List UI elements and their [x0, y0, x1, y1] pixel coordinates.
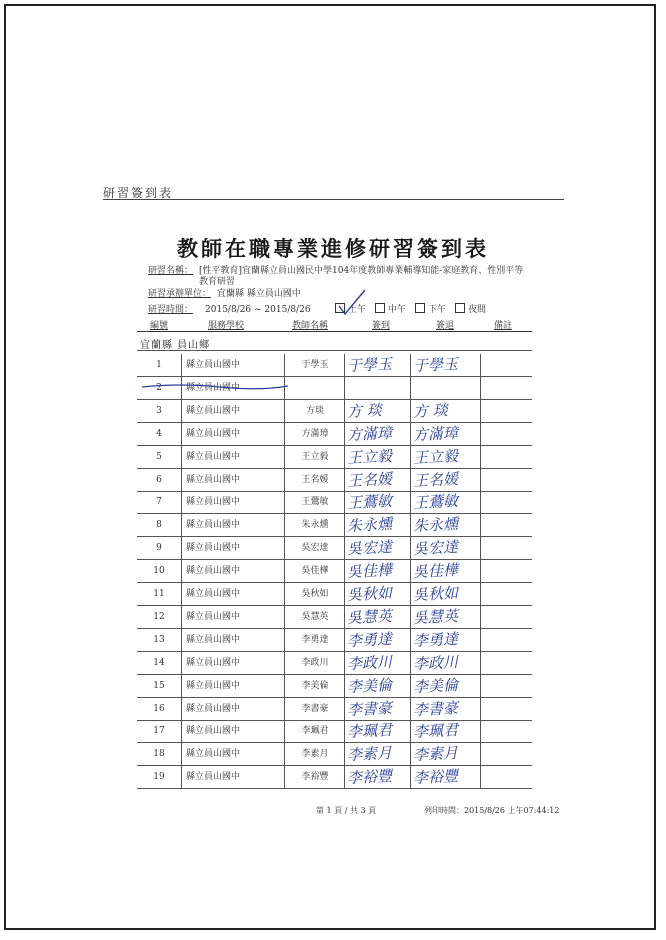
sign-in-signature: [344, 491, 411, 513]
handwritten-signature: 方滿璋: [412, 423, 459, 444]
table-row: [137, 720, 532, 743]
school-name: 縣立員山國中: [181, 423, 284, 445]
handwritten-signature: 李美倫: [412, 675, 459, 696]
meta-organizer: [148, 286, 301, 299]
sign-out-signature: [410, 698, 481, 720]
sign-out-signature: [410, 423, 481, 445]
handwritten-signature: 于學玉: [412, 354, 459, 376]
sign-out-signature: [410, 469, 481, 491]
column-header-school: 服務學校: [208, 321, 245, 331]
header-divider: [137, 331, 532, 332]
table-row: [137, 514, 532, 537]
table-row: [137, 606, 532, 629]
teacher-name: 吳慧英: [284, 606, 345, 628]
session-option-afternoon: 下午: [415, 302, 446, 315]
handwritten-signature: 王立毅: [346, 446, 393, 467]
meta-time-label: 研習時間：: [148, 305, 194, 315]
footer-print-time: 列印時間：2015/8/26 上午07:44:12: [424, 806, 560, 815]
sign-in-signature: [344, 446, 411, 468]
handwritten-signature: 吳慧英: [346, 606, 393, 628]
school-name: 縣立員山國中: [181, 652, 284, 674]
handwritten-signature: 吳佳樺: [412, 560, 459, 582]
sign-in-signature: [344, 377, 411, 399]
sign-out-signature: [410, 652, 481, 674]
school-name: 縣立員山國中: [181, 377, 284, 399]
table-row: [137, 560, 532, 583]
sign-in-signature: [344, 354, 411, 376]
county-divider: [137, 350, 532, 351]
sign-in-signature: [344, 537, 411, 559]
column-header-number: 編號: [150, 321, 169, 331]
handwritten-signature: 李政川: [412, 652, 459, 673]
teacher-name: 李美倫: [284, 675, 345, 697]
teacher-name: [284, 377, 345, 399]
row-number: 10: [153, 566, 165, 577]
checkbox-icon: [375, 303, 385, 313]
sign-out-signature: [410, 400, 481, 422]
sign-in-signature: [344, 400, 411, 422]
sign-in-signature: [344, 652, 411, 674]
handwritten-signature: 王鷰敏: [346, 492, 393, 513]
handwritten-signature: 吳慧英: [412, 606, 459, 628]
table-row: [137, 743, 532, 766]
table-row: [137, 675, 532, 698]
sign-out-signature: [410, 675, 481, 697]
teacher-name: 方琰: [284, 400, 345, 422]
sign-in-signature: [344, 469, 411, 491]
teacher-name: 李書豪: [284, 698, 345, 720]
row-number: 9: [156, 543, 162, 554]
handwritten-signature: 李素月: [412, 744, 459, 765]
table-row: [137, 537, 532, 560]
table-row: [137, 652, 532, 675]
session-option-noon: 中午: [375, 302, 406, 315]
remarks-cell: [480, 514, 533, 536]
sign-out-signature: [410, 560, 481, 582]
remarks-cell: [480, 720, 533, 742]
table-row: [137, 446, 532, 469]
handwritten-signature: 王鷰敏: [412, 492, 459, 513]
school-name: 縣立員山國中: [181, 766, 284, 788]
handwritten-signature: 李勇達: [412, 629, 459, 650]
sign-out-signature: [410, 629, 481, 651]
school-name: 縣立員山國中: [181, 720, 284, 742]
teacher-name: 于學玉: [284, 354, 345, 376]
remarks-cell: [480, 377, 533, 399]
teacher-name: 李素月: [284, 743, 345, 765]
sign-in-signature: [344, 720, 411, 742]
teacher-name: 吳宏達: [284, 537, 345, 559]
teacher-name: 王名媛: [284, 469, 345, 491]
county-label: 宜蘭縣 員山鄉: [140, 340, 211, 351]
meta-organizer-label: 研習承辦單位：: [148, 289, 212, 299]
school-name: 縣立員山國中: [181, 537, 284, 559]
teacher-name: 吳佳樺: [284, 560, 345, 582]
teacher-name: 李裕豐: [284, 766, 345, 788]
row-number: 6: [156, 474, 162, 485]
row-number: 3: [156, 405, 162, 416]
remarks-cell: [480, 400, 533, 422]
handwritten-signature: 李裕豐: [412, 767, 459, 788]
sign-in-signature: [344, 583, 411, 605]
row-number: 1: [156, 360, 162, 370]
teacher-name: 李政川: [284, 652, 345, 674]
table-row: [137, 583, 532, 606]
handwritten-signature: 吳宏達: [346, 538, 393, 559]
remarks-cell: [480, 537, 533, 559]
sign-out-signature: [410, 514, 481, 536]
row-number: 18: [153, 749, 165, 760]
column-header-sign-in: 簽到: [372, 321, 391, 331]
handwritten-signature: 吳秋如: [412, 583, 459, 605]
sign-out-signature: [410, 743, 481, 765]
school-name: 縣立員山國中: [181, 606, 284, 628]
sign-out-signature: [410, 377, 481, 399]
row-number: 19: [153, 772, 165, 783]
footer-page-number: 第 1 頁 / 共 3 頁: [316, 806, 377, 815]
remarks-cell: [480, 560, 533, 582]
school-name: 縣立員山國中: [181, 583, 284, 605]
teacher-name: 吳秋如: [284, 583, 345, 605]
handwritten-signature: 吳宏達: [412, 538, 459, 559]
school-name: 縣立員山國中: [181, 354, 284, 376]
document-title: 教師在職專業進修研習簽到表: [177, 236, 489, 261]
sign-in-signature: [344, 698, 411, 720]
row-number: 5: [156, 451, 162, 462]
sign-out-signature: [410, 606, 481, 628]
session-option-evening: 夜間: [455, 302, 486, 315]
teacher-name: 李勇達: [284, 629, 345, 651]
sign-out-signature: [410, 446, 481, 468]
row-number: 11: [153, 589, 165, 599]
teacher-name: 王立毅: [284, 446, 345, 468]
column-header-teacher: 教師名稱: [292, 321, 329, 331]
table-row: [137, 698, 532, 721]
handwritten-signature: 方 琰: [412, 400, 449, 421]
sign-out-signature: [410, 766, 481, 788]
sign-out-signature: [410, 720, 481, 742]
school-name: 縣立員山國中: [181, 560, 284, 582]
handwritten-signature: 王名媛: [346, 469, 393, 490]
handwritten-signature: 王立毅: [412, 446, 459, 467]
remarks-cell: [480, 629, 533, 651]
remarks-cell: [480, 698, 533, 720]
table-row: [137, 469, 532, 492]
school-name: 縣立員山國中: [181, 469, 284, 491]
table-row: [137, 354, 532, 377]
handwritten-signature: 于學玉: [346, 354, 393, 376]
teacher-name: 方滿璋: [284, 423, 345, 445]
row-number: 7: [156, 497, 162, 508]
school-name: 縣立員山國中: [181, 491, 284, 513]
table-row: [137, 400, 532, 423]
sign-in-signature: [344, 606, 411, 628]
meta-time: [148, 302, 311, 315]
meta-time-value: 2015/8/26 ~ 2015/8/26: [205, 305, 311, 315]
table-row: [137, 629, 532, 652]
sign-out-signature: [410, 491, 481, 513]
remarks-cell: [480, 469, 533, 491]
row-number: 16: [153, 703, 165, 714]
handwritten-signature: 朱永燻: [346, 515, 393, 536]
school-name: 縣立員山國中: [181, 446, 284, 468]
remarks-cell: [480, 766, 533, 788]
school-name: 縣立員山國中: [181, 400, 284, 422]
handwritten-signature: 吳秋如: [346, 583, 393, 605]
row-number: 14: [153, 657, 165, 668]
sign-in-signature: [344, 766, 411, 788]
sign-in-signature: [344, 675, 411, 697]
table-row: [137, 423, 532, 446]
meta-course-name-label: 研習名稱：: [148, 266, 194, 276]
remarks-cell: [480, 583, 533, 605]
row-number: 12: [153, 611, 165, 622]
remarks-cell: [480, 354, 533, 376]
row-number: 8: [156, 520, 162, 531]
checkbox-icon: [415, 303, 425, 313]
handwritten-check-icon: [337, 288, 367, 318]
table-row: [137, 491, 532, 514]
school-name: 縣立員山國中: [181, 743, 284, 765]
sign-in-signature: [344, 423, 411, 445]
remarks-cell: [480, 606, 533, 628]
meta-organizer-value: 宜蘭縣 縣立員山國中: [217, 289, 301, 299]
sign-in-signature: [344, 514, 411, 536]
handwritten-signature: 李政川: [346, 652, 393, 673]
header-rule: [103, 199, 564, 200]
handwritten-signature: 吳佳樺: [346, 560, 393, 582]
table-row: [137, 766, 532, 789]
handwritten-signature: 朱永燻: [412, 515, 459, 536]
session-option-morning: 上午: [335, 302, 366, 315]
row-number: 4: [156, 428, 162, 439]
handwritten-signature: 李勇達: [346, 629, 393, 650]
handwritten-signature: 李素月: [346, 744, 393, 765]
handwritten-signature: 李珮君: [346, 721, 393, 742]
handwritten-signature: 王名媛: [412, 469, 459, 490]
sign-in-signature: [344, 560, 411, 582]
meta-course-name-value: [性平教育]宜蘭縣立員山國民中學104年度教師專業輔導知能-家庭教育、性別平等教育研習: [199, 266, 524, 287]
sign-in-signature: [344, 743, 411, 765]
sign-out-signature: [410, 354, 481, 376]
handwritten-signature: 方滿璋: [346, 423, 393, 444]
teacher-name: 朱永燻: [284, 514, 345, 536]
row-number: 13: [153, 634, 165, 645]
remarks-cell: [480, 446, 533, 468]
school-name: 縣立員山國中: [181, 514, 284, 536]
handwritten-signature: 方 琰: [346, 400, 383, 421]
handwritten-signature: 李美倫: [346, 675, 393, 696]
sign-out-signature: [410, 537, 481, 559]
handwritten-signature: 李珮君: [412, 721, 459, 742]
school-name: 縣立員山國中: [181, 698, 284, 720]
strike-through-line: [140, 381, 290, 393]
remarks-cell: [480, 675, 533, 697]
remarks-cell: [480, 491, 533, 513]
handwritten-signature: 李書豪: [346, 698, 393, 719]
handwritten-signature: 李書豪: [412, 698, 459, 719]
teacher-name: 李珮君: [284, 720, 345, 742]
row-number: 17: [153, 726, 165, 737]
column-header-remarks: 備註: [494, 321, 513, 331]
row-number: 15: [153, 680, 165, 691]
section-header: 研習簽到表: [103, 186, 174, 200]
remarks-cell: [480, 423, 533, 445]
sign-out-signature: [410, 583, 481, 605]
column-header-sign-out: 簽退: [436, 321, 455, 331]
sign-in-signature: [344, 629, 411, 651]
handwritten-signature: 李裕豐: [346, 767, 393, 788]
school-name: 縣立員山國中: [181, 629, 284, 651]
meta-course-name: [148, 266, 538, 288]
checkbox-icon: [455, 303, 465, 313]
teacher-name: 王鷰敏: [284, 491, 345, 513]
school-name: 縣立員山國中: [181, 675, 284, 697]
row-number: 2: [156, 382, 162, 393]
remarks-cell: [480, 652, 533, 674]
remarks-cell: [480, 743, 533, 765]
